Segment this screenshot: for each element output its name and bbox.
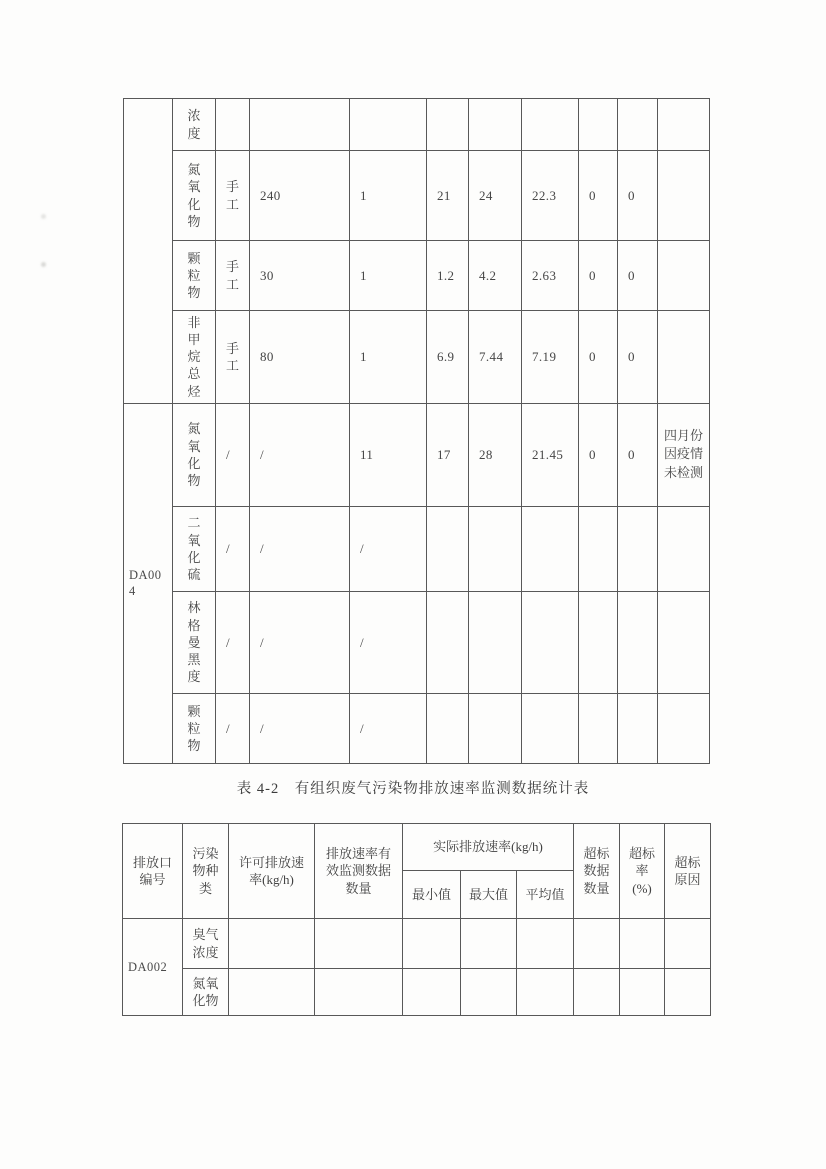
pollutant-cell: 氮氧化物 [183,969,229,1016]
table-row [124,403,710,506]
pollutant-label: 氮氧化物 [187,162,201,229]
pollutant-cell: 臭气浓度 [183,919,229,969]
avg-cell [517,919,574,969]
table-row [124,591,710,693]
avg-cell: 22.3 [522,151,579,241]
max-cell [461,919,517,969]
pollutant-label: 二氧化硫 [187,515,201,582]
method-cell: / [216,403,250,506]
method-label: 手工 [225,179,239,212]
exceed-count-cell: 0 [579,311,618,404]
avg-cell: 2.63 [522,241,579,311]
exceed-count-cell [579,591,618,693]
pollutant-cell [173,693,216,763]
method-label: 手工 [225,259,239,292]
header-min-value: 最小值 [403,871,461,919]
pollutant-cell [173,311,216,404]
max-cell: 28 [469,403,522,506]
remark-cell [658,99,710,151]
method-cell [216,99,250,151]
max-cell: 4.2 [469,241,522,311]
remark-cell: 四月份因疫情未检测 [658,403,710,506]
exceed-rate-cell [620,919,665,969]
permitted-cell [229,969,315,1016]
count-cell: / [350,506,427,591]
permitted-cell: / [250,591,350,693]
permitted-cell [229,919,315,969]
emission-rate-table [122,823,711,1016]
avg-cell [517,969,574,1016]
exceed-count-cell: 0 [579,151,618,241]
pollutant-label: 颗粒物 [187,703,201,753]
method-cell [216,241,250,311]
min-cell [427,506,469,591]
exceed-count-cell [579,99,618,151]
count-cell: 1 [350,241,427,311]
min-cell: 6.9 [427,311,469,404]
header-exceed-rate: 超标率(%) [620,824,665,919]
header-row [123,824,711,871]
header-exceed-count: 超标数据数量 [574,824,620,919]
pollutant-label: 颗粒物 [187,250,201,301]
permitted-cell: 30 [250,241,350,311]
table-4-2-caption: 表 4-2 有组织废气污染物排放速率监测数据统计表 [236,781,590,797]
avg-cell [522,591,579,693]
outlet-id-cell: DA004 [124,403,173,763]
count-cell: 1 [350,151,427,241]
max-cell [461,969,517,1016]
pollutant-cell [173,506,216,591]
exceed-reason-cell [665,919,711,969]
exceed-rate-cell [618,591,658,693]
exceed-rate-cell [618,693,658,763]
table-row [124,311,710,404]
min-cell [427,693,469,763]
method-cell: / [216,506,250,591]
outlet-id-cell [124,99,173,404]
header-avg-value: 平均值 [517,871,574,919]
count-cell: 11 [350,403,427,506]
header-pollutant-type: 污染物种类 [183,824,229,919]
header-max-value: 最大值 [461,871,517,919]
exceed-rate-cell: 0 [618,241,658,311]
method-cell: / [216,693,250,763]
remark-cell [658,241,710,311]
table-row [123,969,711,1016]
permitted-cell: 80 [250,311,350,404]
emission-concentration-table [123,98,710,764]
avg-cell [522,506,579,591]
avg-cell: 7.19 [522,311,579,404]
permitted-cell: / [250,506,350,591]
permitted-cell: / [250,403,350,506]
table-row [124,151,710,241]
exceed-count-cell [574,919,620,969]
pollutant-cell [173,99,216,151]
method-cell [216,151,250,241]
max-cell [469,506,522,591]
outlet-id-cell: DA002 [123,919,183,1016]
table-row [124,99,710,151]
table-row [123,919,711,969]
permitted-cell [250,99,350,151]
max-cell: 7.44 [469,311,522,404]
scan-speck [41,214,46,219]
exceed-rate-cell: 0 [618,311,658,404]
min-cell: 21 [427,151,469,241]
header-permitted-rate: 许可排放速率(kg/h) [229,824,315,919]
min-cell: 17 [427,403,469,506]
exceed-count-cell [579,506,618,591]
max-cell [469,591,522,693]
remark-cell [658,506,710,591]
table-row [124,693,710,763]
header-outlet-id: 排放口编号 [123,824,183,919]
pollutant-label: 氮氧化物 [187,421,201,488]
header-actual-rate-group: 实际排放速率(kg/h) [403,824,574,871]
max-cell [469,693,522,763]
pollutant-label: 林格曼黑度 [187,600,201,685]
exceed-reason-cell [665,969,711,1016]
pollutant-label: 浓度 [187,108,201,141]
min-cell [403,969,461,1016]
max-cell [469,99,522,151]
min-cell [427,99,469,151]
table-row [124,506,710,591]
count-cell [315,919,403,969]
count-cell [350,99,427,151]
pollutant-label: 非甲烷总烃 [187,315,201,399]
header-exceed-reason: 超标原因 [665,824,711,919]
count-cell [315,969,403,1016]
min-cell: 1.2 [427,241,469,311]
min-cell [427,591,469,693]
table-row [124,241,710,311]
method-label: 手工 [225,340,239,373]
pollutant-cell [173,241,216,311]
method-cell: / [216,591,250,693]
pollutant-cell [173,403,216,506]
exceed-rate-cell: 0 [618,151,658,241]
remark-cell [658,151,710,241]
permitted-cell: / [250,693,350,763]
avg-cell: 21.45 [522,403,579,506]
remark-cell [658,591,710,693]
pollutant-cell [173,151,216,241]
exceed-rate-cell [618,506,658,591]
exceed-count-cell [574,969,620,1016]
permitted-cell: 240 [250,151,350,241]
avg-cell [522,99,579,151]
exceed-rate-cell [620,969,665,1016]
pollutant-cell [173,591,216,693]
count-cell: / [350,693,427,763]
min-cell [403,919,461,969]
exceed-count-cell [579,693,618,763]
count-cell: 1 [350,311,427,404]
exceed-count-cell: 0 [579,241,618,311]
scan-speck [41,262,46,267]
exceed-count-cell: 0 [579,403,618,506]
remark-cell [658,693,710,763]
method-cell [216,311,250,404]
avg-cell [522,693,579,763]
header-valid-data-count: 排放速率有效监测数据数量 [315,824,403,919]
exceed-rate-cell [618,99,658,151]
count-cell: / [350,591,427,693]
exceed-rate-cell: 0 [618,403,658,506]
remark-cell [658,311,710,404]
max-cell: 24 [469,151,522,241]
